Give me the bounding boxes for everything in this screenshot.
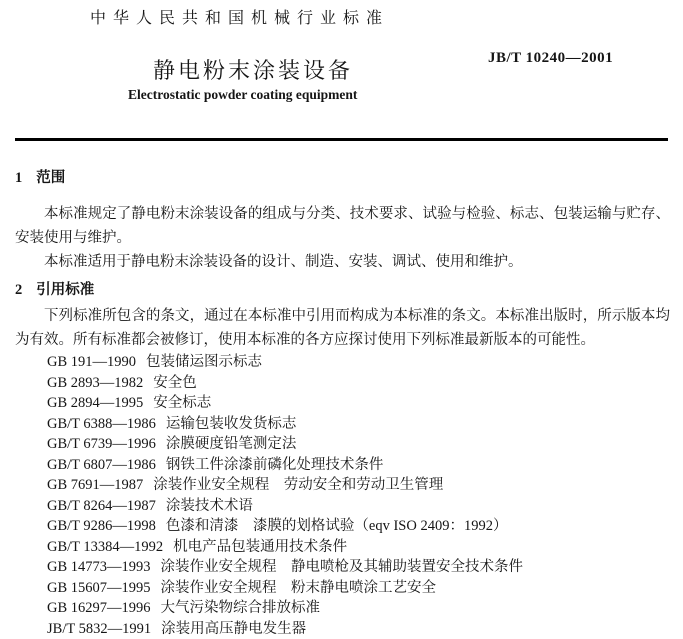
reference-title: 涂装作业安全规程 静电喷枪及其辅助装置安全技术条件 bbox=[160, 559, 524, 575]
reference-title: 安全色 bbox=[153, 374, 197, 391]
section-2-heading bbox=[15, 280, 670, 300]
reference-code: GB 16297—1996 bbox=[47, 600, 151, 616]
reference-row bbox=[47, 414, 670, 435]
reference-code: GB 191—1990 bbox=[47, 354, 137, 370]
document-title-cn: 静电粉末涂装设备 bbox=[153, 58, 354, 83]
reference-title: 涂装用高压静电发生器 bbox=[161, 620, 307, 637]
reference-code: GB/T 13384—1992 bbox=[47, 538, 164, 555]
document-body bbox=[15, 160, 670, 639]
reference-row bbox=[47, 455, 670, 476]
reference-row bbox=[47, 598, 670, 619]
reference-code: GB/T 8264—1987 bbox=[47, 497, 156, 514]
reference-code: GB/T 9286—1998 bbox=[47, 518, 156, 534]
reference-title: 涂装作业安全规程 粉末静电喷涂工艺安全 bbox=[160, 579, 437, 596]
reference-code: JB/T 5832—1991 bbox=[47, 620, 152, 637]
section-1-heading bbox=[15, 168, 670, 188]
reference-title: 大气污染物综合排放标准 bbox=[160, 600, 321, 616]
reference-title: 涂装技术术语 bbox=[165, 497, 253, 514]
reference-code: GB/T 6807—1986 bbox=[47, 456, 156, 473]
header-divider-rule bbox=[15, 138, 668, 141]
reference-code: GB 7691—1987 bbox=[47, 477, 144, 493]
reference-title: 色漆和清漆 漆膜的划格试验（eqv ISO 2409：1992） bbox=[165, 518, 508, 534]
reference-title: 包装储运图示标志 bbox=[146, 354, 263, 370]
section-2-number: 2 bbox=[15, 282, 23, 298]
reference-title: 运输包装收发货标志 bbox=[165, 415, 297, 432]
reference-row bbox=[47, 537, 670, 558]
reference-code: GB 14773—1993 bbox=[47, 559, 151, 575]
reference-code: GB/T 6739—1996 bbox=[47, 436, 156, 452]
reference-row bbox=[47, 373, 670, 394]
reference-code: GB 2894—1995 bbox=[47, 395, 144, 411]
document-title-en: Electrostatic powder coating equipment bbox=[128, 87, 358, 102]
reference-row bbox=[47, 393, 670, 414]
referenced-standards-list bbox=[47, 352, 670, 639]
reference-code: GB/T 6388—1986 bbox=[47, 415, 156, 432]
section-1-title: 范围 bbox=[36, 170, 66, 186]
section-2-title: 引用标准 bbox=[36, 282, 95, 298]
reference-title: 钢铁工件涂漆前磷化处理技术条件 bbox=[165, 456, 384, 473]
section-2-paragraph-1: 下列标准所包含的条文，通过在本标准中引用而构成为本标准的条文。本标准出版时，所示版本均为有效。所有标准都会被修订，使用本标准的各方应探讨使用下列标准最新版本的可能性。 bbox=[15, 308, 670, 348]
section-1-number: 1 bbox=[15, 170, 23, 186]
reference-row bbox=[47, 352, 670, 373]
reference-code: GB 2893—1982 bbox=[47, 374, 144, 391]
reference-row bbox=[47, 578, 670, 599]
reference-code: GB 15607—1995 bbox=[47, 579, 151, 596]
reference-title: 安全标志 bbox=[153, 395, 212, 411]
reference-title: 机电产品包装通用技术条件 bbox=[173, 538, 348, 555]
reference-row bbox=[47, 557, 670, 578]
reference-title: 涂膜硬度铅笔测定法 bbox=[165, 436, 297, 452]
section-1-paragraph-2: 本标准适用于静电粉末涂装设备的设计、制造、安装、调试、使用和维护。 bbox=[44, 254, 523, 270]
reference-title: 涂装作业安全规程 劳动安全和劳动卫生管理 bbox=[153, 477, 444, 493]
reference-row bbox=[47, 496, 670, 517]
section-1-paragraph-1: 本标准规定了静电粉末涂装设备的组成与分类、技术要求、试验与检验、标志、包装运输与贮存、安装使用与维护。 bbox=[15, 206, 670, 246]
reference-row bbox=[47, 619, 670, 639]
reference-row bbox=[47, 516, 670, 537]
reference-row bbox=[47, 434, 670, 455]
issuing-org-line: 中华人民共和国机械行业标准 bbox=[90, 10, 390, 27]
standard-number: JB/T 10240—2001 bbox=[488, 50, 614, 66]
reference-row bbox=[47, 475, 670, 496]
